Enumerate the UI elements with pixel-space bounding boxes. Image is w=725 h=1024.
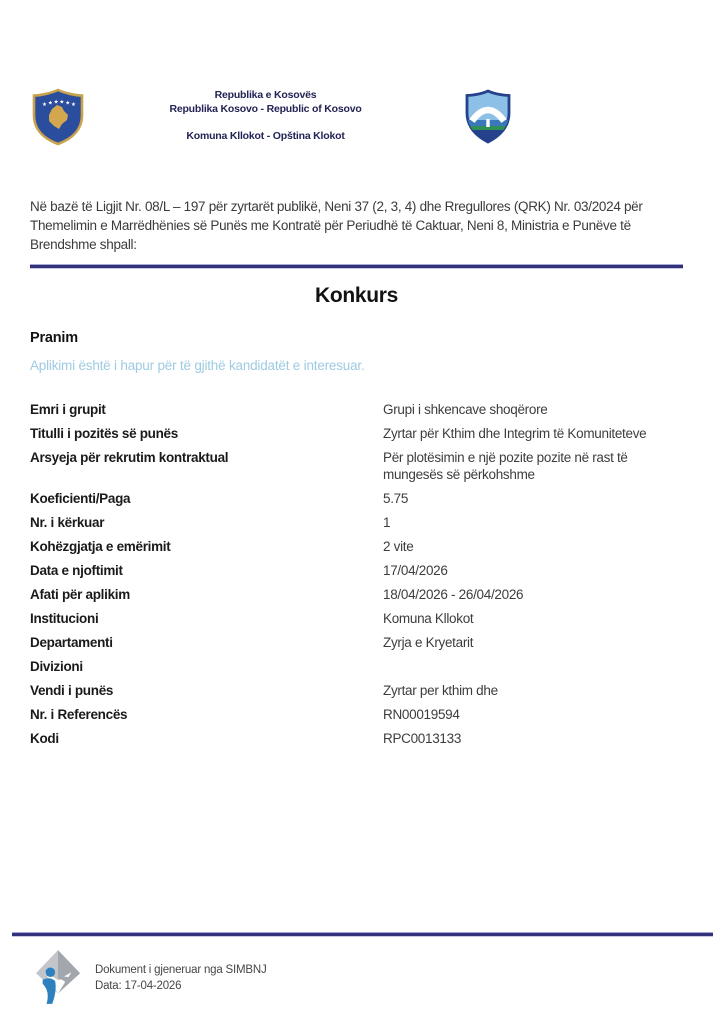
divider-line bbox=[30, 264, 683, 269]
kosovo-emblem-icon bbox=[31, 88, 85, 146]
field-row bbox=[30, 658, 700, 675]
footer-text-block bbox=[95, 962, 267, 994]
field-label: Arsyeja për rekrutim kontraktual bbox=[30, 450, 229, 465]
svg-text:★: ★ bbox=[47, 100, 53, 107]
header-text-block bbox=[103, 88, 428, 143]
field-value: 17/04/2026 bbox=[383, 563, 448, 578]
job-details-list bbox=[30, 401, 700, 754]
field-row bbox=[30, 634, 700, 651]
field-label: Divizioni bbox=[30, 659, 83, 674]
field-row bbox=[30, 490, 700, 507]
field-value: 5.75 bbox=[383, 491, 409, 506]
field-value: Zyrja e Kryetarit bbox=[383, 635, 474, 650]
field-label: Nr. i Referencës bbox=[30, 707, 128, 722]
field-label: Koeficienti/Paga bbox=[30, 491, 131, 506]
field-row bbox=[30, 730, 700, 747]
document-footer bbox=[34, 948, 267, 1008]
legal-intro-paragraph: Në bazë të Ligjit Nr. 08/L – 197 për zyrtarët publikë, Neni 37 (2, 3, 4) dhe Rregullores (QRK) Nr. 03/2024 për Themelimin e Marrëdhënies së Punës me Kontratë për Periudhë të Caktuar, Neni 8, Ministria e Punëve të Brendshme shpall: bbox=[30, 199, 643, 252]
field-row bbox=[30, 449, 700, 483]
footer-date-text: Data: 17-04-2026 bbox=[95, 980, 182, 992]
section-heading: Pranim bbox=[30, 330, 78, 346]
field-row bbox=[30, 425, 700, 442]
field-label: Kodi bbox=[30, 731, 59, 746]
field-row bbox=[30, 706, 700, 723]
field-value: 1 bbox=[383, 515, 391, 530]
svg-text:★: ★ bbox=[65, 100, 71, 107]
klokot-emblem-icon bbox=[464, 88, 512, 146]
field-label: Afati për aplikim bbox=[30, 587, 130, 602]
field-label: Data e njoftimit bbox=[30, 563, 123, 578]
field-value: 2 vite bbox=[383, 539, 414, 554]
field-value: RPC0013133 bbox=[383, 731, 462, 746]
field-label: Institucioni bbox=[30, 611, 99, 626]
footer-generated-text: Dokument i gjeneruar nga SIMBNJ bbox=[95, 964, 267, 976]
field-row bbox=[30, 586, 700, 603]
field-label: Vendi i punës bbox=[30, 683, 114, 698]
field-value: 18/04/2026 - 26/04/2026 bbox=[383, 587, 524, 602]
field-label: Titulli i pozitës së punës bbox=[30, 426, 178, 441]
field-row bbox=[30, 401, 700, 418]
field-value: Komuna Kllokot bbox=[383, 611, 474, 626]
field-value: Për plotësimin e një pozite pozite në rast të mungesës së përkohshme bbox=[383, 450, 628, 482]
field-row bbox=[30, 562, 700, 579]
svg-text:★: ★ bbox=[42, 102, 47, 108]
header-republic-line2: Republika Kosovo - Republic of Kosovo bbox=[169, 103, 362, 115]
field-value: Zyrtar për Kthim dhe Integrim të Komuniteteve bbox=[383, 426, 647, 441]
footer-divider-line bbox=[12, 932, 713, 937]
field-value: Zyrtar per kthim dhe bbox=[383, 683, 498, 698]
simbnj-logo-icon bbox=[34, 948, 82, 1008]
field-row bbox=[30, 682, 700, 699]
field-row bbox=[30, 610, 700, 627]
header-republic-line1: Republika e Kosovës bbox=[214, 89, 317, 101]
svg-text:★: ★ bbox=[71, 102, 76, 108]
document-title: Konkurs bbox=[314, 284, 399, 307]
svg-text:★: ★ bbox=[59, 99, 65, 106]
field-value: RN00019594 bbox=[383, 707, 460, 722]
field-value bbox=[383, 658, 683, 675]
svg-text:★: ★ bbox=[53, 99, 59, 106]
field-label: Nr. i kërkuar bbox=[30, 515, 105, 530]
field-label: Kohëzgjatja e emërimit bbox=[30, 539, 171, 554]
field-row bbox=[30, 538, 700, 555]
field-row bbox=[30, 514, 700, 531]
header-municipality-line: Komuna Kllokot - Opština Klokot bbox=[186, 130, 345, 142]
application-open-notice: Aplikimi është i hapur për të gjithë kandidatët e interesuar. bbox=[30, 358, 365, 373]
field-label: Departamenti bbox=[30, 635, 113, 650]
field-value: Grupi i shkencave shoqërore bbox=[383, 402, 548, 417]
field-label: Emri i grupit bbox=[30, 402, 106, 417]
